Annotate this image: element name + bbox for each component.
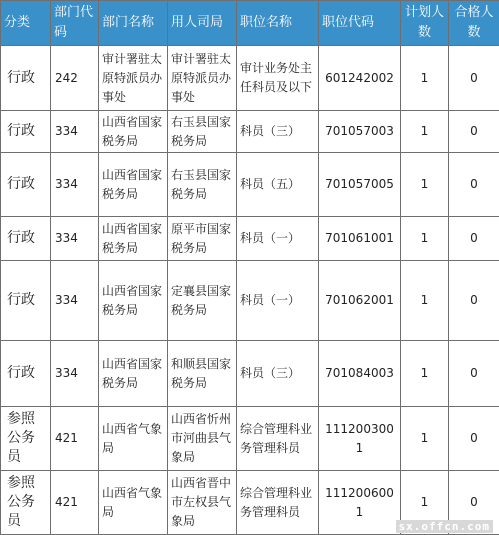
cell-planned: 1 (401, 341, 449, 407)
cell-employer: 右玉县国家税务局 (168, 111, 237, 153)
cell-dept-code: 334 (51, 111, 99, 153)
cell-qualified: 0 (449, 217, 499, 261)
header-position-name: 职位名称 (237, 1, 319, 46)
cell-position-name: 综合管理科业务管理科员 (237, 407, 319, 471)
cell-position-name: 综合管理科业务管理科员 (237, 471, 319, 535)
cell-dept-code: 334 (51, 341, 99, 407)
cell-position-name: 科员（一） (237, 261, 319, 341)
table-row (1, 407, 499, 471)
cell-dept-name: 山西省国家税务局 (99, 261, 168, 341)
cell-position-name: 科员（三） (237, 341, 319, 407)
header-qualified: 合格人数 (449, 1, 499, 46)
cell-dept-code: 334 (51, 217, 99, 261)
cell-position-name: 审计业务处主任科员及以下 (237, 46, 319, 111)
cell-position-code: 701057003 (319, 111, 401, 153)
cell-employer: 原平市国家税务局 (168, 217, 237, 261)
cell-planned: 1 (401, 407, 449, 471)
table-row (1, 46, 499, 111)
cell-dept-code: 421 (51, 471, 99, 535)
table-row (1, 217, 499, 261)
cell-dept-code: 242 (51, 46, 99, 111)
cell-planned: 1 (401, 153, 449, 217)
cell-dept-name: 山西省国家税务局 (99, 217, 168, 261)
table-row (1, 153, 499, 217)
cell-dept-name: 山西省国家税务局 (99, 153, 168, 217)
header-row (1, 1, 499, 46)
cell-employer: 右玉县国家税务局 (168, 153, 237, 217)
table-row (1, 111, 499, 153)
cell-dept-name: 审计署驻太原特派员办事处 (99, 46, 168, 111)
table-row (1, 341, 499, 407)
cell-position-code: 701084003 (319, 341, 401, 407)
cell-category: 参照公务员 (1, 407, 51, 471)
cell-dept-code: 334 (51, 153, 99, 217)
cell-position-name: 科员（一） (237, 217, 319, 261)
cell-planned: 1 (401, 46, 449, 111)
cell-position-code: 701057005 (319, 153, 401, 217)
cell-position-code: 701062001 (319, 261, 401, 341)
cell-category: 行政 (1, 46, 51, 111)
cell-dept-code: 421 (51, 407, 99, 471)
cell-planned: 1 (401, 111, 449, 153)
cell-employer: 山西省忻州市河曲县气象局 (168, 407, 237, 471)
cell-qualified: 0 (449, 111, 499, 153)
header-category: 分类 (1, 1, 51, 46)
cell-position-code: 1112003001 (319, 407, 401, 471)
cell-dept-name: 山西省气象局 (99, 471, 168, 535)
cell-category: 行政 (1, 111, 51, 153)
cell-position-code: 701061001 (319, 217, 401, 261)
cell-dept-name: 山西省国家税务局 (99, 341, 168, 407)
cell-qualified: 0 (449, 471, 499, 535)
cell-employer: 定襄县国家税务局 (168, 261, 237, 341)
cell-position-name: 科员（三） (237, 111, 319, 153)
cell-category: 行政 (1, 341, 51, 407)
cell-position-name: 科员（五） (237, 153, 319, 217)
cell-qualified: 0 (449, 341, 499, 407)
cell-category: 行政 (1, 261, 51, 341)
cell-qualified: 0 (449, 407, 499, 471)
header-dept-name: 部门名称 (99, 1, 168, 46)
cell-employer: 山西省晋中市左权县气象局 (168, 471, 237, 535)
cell-employer: 审计署驻太原特派员办事处 (168, 46, 237, 111)
header-planned: 计划人数 (401, 1, 449, 46)
header-position-code: 职位代码 (319, 1, 401, 46)
table-row (1, 261, 499, 341)
cell-category: 参照公务员 (1, 471, 51, 535)
cell-dept-code: 334 (51, 261, 99, 341)
watermark: sx.offcn.com (396, 520, 493, 533)
cell-dept-name: 山西省气象局 (99, 407, 168, 471)
cell-planned: 1 (401, 471, 449, 535)
header-employer: 用人司局 (168, 1, 237, 46)
cell-employer: 和顺县国家税务局 (168, 341, 237, 407)
cell-planned: 1 (401, 217, 449, 261)
cell-dept-name: 山西省国家税务局 (99, 111, 168, 153)
cell-position-code: 601242002 (319, 46, 401, 111)
cell-planned: 1 (401, 261, 449, 341)
cell-qualified: 0 (449, 153, 499, 217)
cell-qualified: 0 (449, 46, 499, 111)
header-dept-code: 部门代码 (51, 1, 99, 46)
cell-position-code: 1112006001 (319, 471, 401, 535)
cell-category: 行政 (1, 153, 51, 217)
cell-qualified: 0 (449, 261, 499, 341)
cell-category: 行政 (1, 217, 51, 261)
